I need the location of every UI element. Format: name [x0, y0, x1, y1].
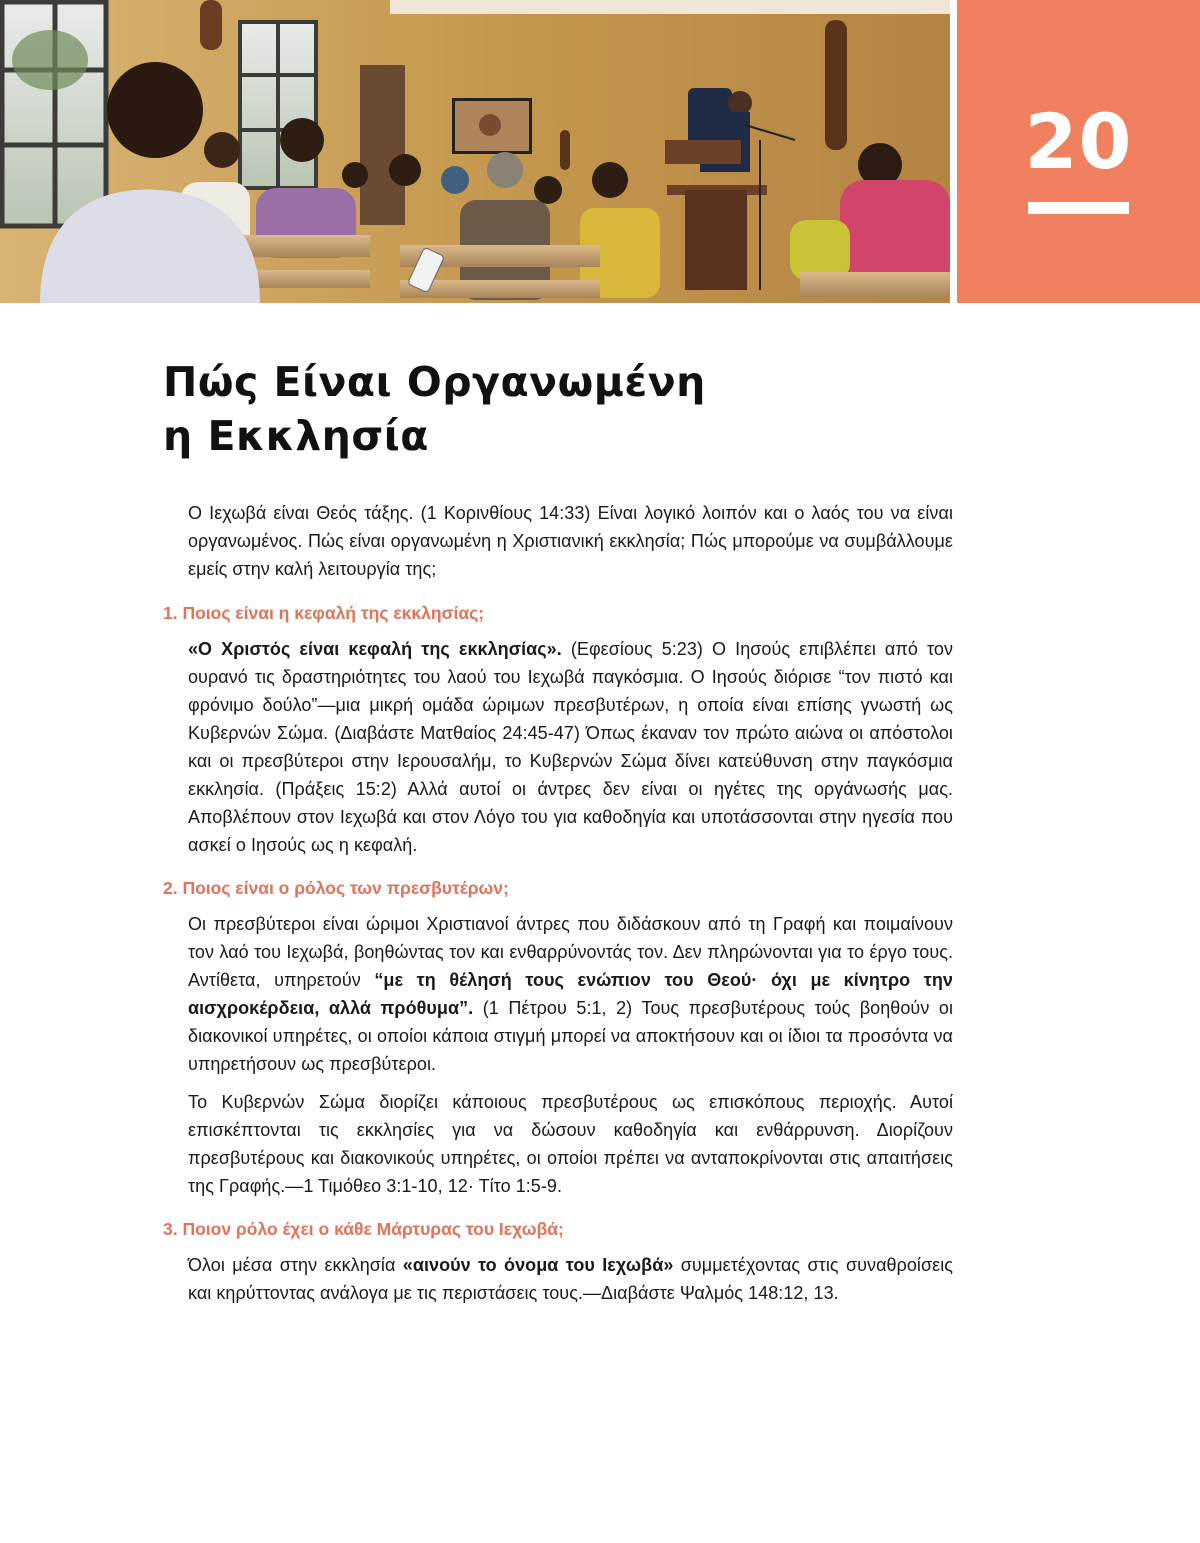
chapter-number-panel: [957, 0, 1200, 303]
section-3: [163, 1217, 953, 1307]
section-1-paragraph: [188, 635, 953, 859]
lesson-content: [163, 499, 953, 1324]
chapter-underline: [1028, 202, 1129, 214]
paragraph-text-after: (1 Πέτρου 5:1, 2) Τους πρεσβυτέρους τούς βοηθούν οι διακονικοί υπηρέτες, οι οποίοι κάποια στιγμή μπορεί να αποκτήσουν και οι ίδιοι τα προσόντα να υπηρετήσουν ως πρεσβύτεροι.: [188, 998, 953, 1074]
intro-paragraph: Ο Ιεχωβά είναι Θεός τάξης. (1 Κορινθίους 14:33) Είναι λογικό λοιπόν και ο λαός του να είναι οργανωμένος. Πώς είναι οργανωμένη η Χριστιανική εκκλησία; Πώς μπορούμε να συμβάλλουμε εμείς στην καλή λειτουργία της;: [188, 503, 953, 579]
section-3-question: 3. Ποιον ρόλο έχει ο κάθε Μάρτυρας του Ιεχωβά;: [163, 1219, 564, 1239]
photo-icon: [0, 0, 950, 303]
scripture-quote-bold: «αινούν το όνομα του Ιεχωβά»: [402, 1255, 674, 1275]
scripture-quote-bold: «Ο Χριστός είναι κεφαλή της εκκλησίας».: [188, 639, 562, 659]
section-1: [163, 601, 953, 859]
paragraph-text: (Εφεσίους 5:23) Ο Ιησούς επιβλέπει από τον ουρανό τις δραστηριότητες του λαού του Ιεχωβά παγκόσμια. Ο Ιησούς διόρισε “τον πιστό και φρόνιμο δούλο”—μια μικρή ομάδα ώριμων πρεσβυτέρων, η οποία είναι επίσης γνωστή ως Κυβερνών Σώμα. (Διαβάστε Ματθαίος 24:45-47) Όπως έκαναν τον πρώτο αιώνα οι απόστολοι και οι πρεσβύτεροι στην Ιερουσαλήμ, το Κυβερνών Σώμα δίνει κατεύθυνση στην παγκόσμια εκκλησία. (Πράξεις 15:2) Αλλά αυτοί οι άντρες δεν είναι οι ηγέτες της οργάνωσής μας. Αποβλέπουν στον Ιεχωβά και στον Λόγο του για καθοδηγία και υποτάσσονται στην ηγεσία που ασκεί ο Ιησούς ως η κεφαλή.: [188, 639, 953, 855]
section-1-question: 1. Ποιος είναι η κεφαλή της εκκλησίας;: [163, 603, 485, 623]
chapter-number: 20: [1024, 97, 1133, 186]
paragraph-text-before: Όλοι μέσα στην εκκλησία: [188, 1255, 403, 1275]
scripture-quote-bold: “με τη θέλησή τους ενώπιον του Θεού· όχι με κίνητρο την αισχροκέρδεια, αλλά πρόθυμα”.: [188, 970, 953, 1018]
section-2-paragraph-1: [188, 910, 953, 1078]
hero-photo: [0, 0, 950, 303]
section-2-paragraph-2: Το Κυβερνών Σώμα διορίζει κάποιους πρεσβυτέρους ως επισκόπους περιοχής. Αυτοί επισκέπτονται τις εκκλησίες για να δώσουν καθοδηγία και ενθάρρυνση. Διορίζουν πρεσβυτέρους και διακονικούς υπηρέτες, οι οποίοι πρέπει να ανταποκρίνονται στις απαιτήσεις της Γραφής.—1 Τιμόθεο 3:1-10, 12· Τίτο 1:5-9.: [188, 1092, 953, 1196]
section-2-question: 2. Ποιος είναι ο ρόλος των πρεσβυτέρων;: [163, 878, 509, 898]
section-3-paragraph: [188, 1251, 953, 1307]
section-2: [163, 876, 953, 1200]
page-title: [163, 355, 923, 463]
page-title-line-2: η Εκκλησία: [163, 412, 429, 460]
paragraph-text-before: Οι πρεσβύτεροι είναι ώριμοι Χριστιανοί άντρες που διδάσκουν από τη Γραφή και ποιμαίνουν τον λαό του Ιεχωβά, βοηθώντας τον και ενθαρρύνοντάς τον. Δεν πληρώνονται για το έργο τους. Αντίθετα, υπηρετούν: [188, 914, 953, 990]
page-title-line-1: Πώς Είναι Οργανωμένη: [163, 358, 706, 406]
paragraph-text-after: συμμετέχοντας στις συναθροίσεις και κηρύττοντας ανάλογα με τις περιστάσεις τους.—Διαβάστε Ψαλμός 148:12, 13.: [188, 1255, 953, 1303]
